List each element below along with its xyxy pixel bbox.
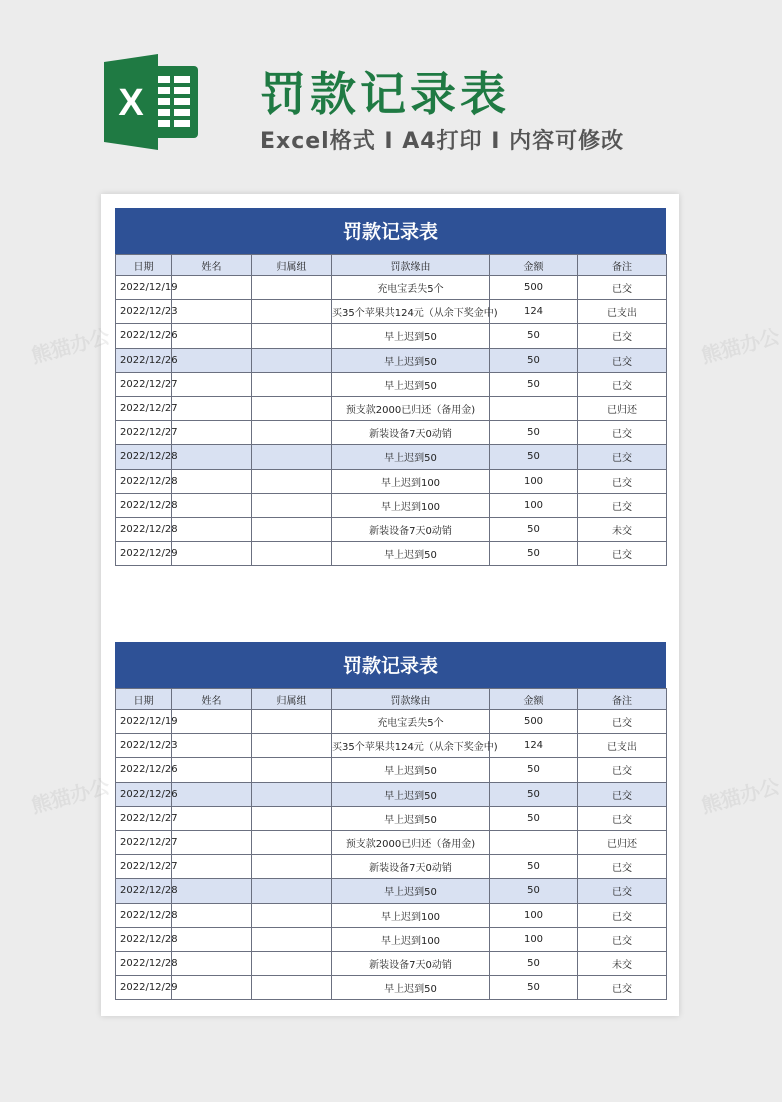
cell-reason[interactable]: 买35个苹果共124元（从余下奖金中) bbox=[332, 300, 490, 324]
cell-group[interactable] bbox=[252, 782, 332, 806]
cell-note[interactable]: 已归还 bbox=[578, 396, 667, 420]
cell-name[interactable] bbox=[172, 493, 252, 517]
column-header-group: 归属组 bbox=[252, 255, 332, 276]
cell-amount[interactable]: 124 bbox=[490, 734, 578, 758]
cell-note[interactable]: 已支出 bbox=[578, 300, 667, 324]
cell-name[interactable] bbox=[172, 372, 252, 396]
table-row bbox=[116, 782, 667, 806]
cell-name[interactable] bbox=[172, 976, 252, 1000]
cell-note[interactable]: 已交 bbox=[578, 348, 667, 372]
cell-date[interactable]: 2022/12/28 bbox=[116, 493, 172, 517]
cell-group[interactable] bbox=[252, 758, 332, 782]
cell-name[interactable] bbox=[172, 927, 252, 951]
cell-amount[interactable]: 50 bbox=[490, 372, 578, 396]
cell-amount[interactable]: 50 bbox=[490, 806, 578, 830]
cell-date[interactable]: 2022/12/28 bbox=[116, 469, 172, 493]
cell-date[interactable]: 2022/12/28 bbox=[116, 445, 172, 469]
cell-date[interactable]: 2022/12/26 bbox=[116, 782, 172, 806]
cell-name[interactable] bbox=[172, 469, 252, 493]
table-row bbox=[116, 734, 667, 758]
cell-date[interactable]: 2022/12/27 bbox=[116, 806, 172, 830]
cell-date[interactable]: 2022/12/26 bbox=[116, 348, 172, 372]
cell-name[interactable] bbox=[172, 710, 252, 734]
cell-group[interactable] bbox=[252, 421, 332, 445]
logo-letter: X bbox=[118, 82, 144, 124]
table-row bbox=[116, 951, 667, 975]
cell-reason[interactable]: 充电宝丢失5个 bbox=[332, 276, 490, 300]
table-row bbox=[116, 806, 667, 830]
cell-date[interactable]: 2022/12/19 bbox=[116, 710, 172, 734]
cell-reason[interactable]: 早上迟到50 bbox=[332, 806, 490, 830]
cell-reason[interactable]: 新装设备7天0动销 bbox=[332, 855, 490, 879]
cell-group[interactable] bbox=[252, 734, 332, 758]
cell-date[interactable]: 2022/12/23 bbox=[116, 734, 172, 758]
cell-date[interactable]: 2022/12/27 bbox=[116, 421, 172, 445]
table-row bbox=[116, 976, 667, 1000]
column-header-note: 备注 bbox=[578, 689, 667, 710]
cell-amount[interactable]: 50 bbox=[490, 976, 578, 1000]
column-header-name: 姓名 bbox=[172, 689, 252, 710]
cell-name[interactable] bbox=[172, 782, 252, 806]
cell-group[interactable] bbox=[252, 372, 332, 396]
cell-name[interactable] bbox=[172, 830, 252, 854]
cell-group[interactable] bbox=[252, 710, 332, 734]
cell-name[interactable] bbox=[172, 734, 252, 758]
cell-reason[interactable]: 早上迟到50 bbox=[332, 445, 490, 469]
cell-name[interactable] bbox=[172, 517, 252, 541]
cell-reason[interactable]: 早上迟到50 bbox=[332, 324, 490, 348]
data-table bbox=[115, 688, 667, 1000]
table-row bbox=[116, 879, 667, 903]
cell-date[interactable]: 2022/12/26 bbox=[116, 758, 172, 782]
table-row bbox=[116, 421, 667, 445]
cell-group[interactable] bbox=[252, 276, 332, 300]
cell-reason[interactable]: 早上迟到50 bbox=[332, 879, 490, 903]
cell-group[interactable] bbox=[252, 493, 332, 517]
cell-amount[interactable]: 50 bbox=[490, 951, 578, 975]
cell-reason[interactable]: 早上迟到50 bbox=[332, 372, 490, 396]
cell-date[interactable]: 2022/12/27 bbox=[116, 855, 172, 879]
column-header-name: 姓名 bbox=[172, 255, 252, 276]
watermark: 熊猫办公 bbox=[28, 774, 113, 818]
cell-name[interactable] bbox=[172, 276, 252, 300]
cell-note[interactable]: 未交 bbox=[578, 951, 667, 975]
cell-note[interactable]: 已交 bbox=[578, 493, 667, 517]
cell-note[interactable]: 已交 bbox=[578, 324, 667, 348]
cell-date[interactable]: 2022/12/23 bbox=[116, 300, 172, 324]
cell-name[interactable] bbox=[172, 879, 252, 903]
cell-group[interactable] bbox=[252, 469, 332, 493]
cell-group[interactable] bbox=[252, 830, 332, 854]
cell-reason[interactable]: 买35个苹果共124元（从余下奖金中) bbox=[332, 734, 490, 758]
cell-name[interactable] bbox=[172, 542, 252, 566]
table-title: 罚款记录表 bbox=[115, 642, 666, 688]
cell-date[interactable]: 2022/12/28 bbox=[116, 879, 172, 903]
cell-reason[interactable]: 早上迟到50 bbox=[332, 348, 490, 372]
cell-reason[interactable]: 预支款2000已归还（备用金) bbox=[332, 396, 490, 420]
cell-date[interactable]: 2022/12/28 bbox=[116, 517, 172, 541]
cell-date[interactable]: 2022/12/28 bbox=[116, 951, 172, 975]
table-title: 罚款记录表 bbox=[115, 208, 666, 254]
cell-reason[interactable]: 新装设备7天0动销 bbox=[332, 517, 490, 541]
cell-name[interactable] bbox=[172, 300, 252, 324]
cell-group[interactable] bbox=[252, 879, 332, 903]
cell-reason[interactable]: 早上迟到100 bbox=[332, 927, 490, 951]
watermark: 熊猫办公 bbox=[698, 774, 782, 818]
cell-group[interactable] bbox=[252, 951, 332, 975]
cell-name[interactable] bbox=[172, 758, 252, 782]
penalty-table-1 bbox=[115, 208, 666, 566]
cell-group[interactable] bbox=[252, 396, 332, 420]
cell-reason[interactable]: 早上迟到100 bbox=[332, 469, 490, 493]
cell-amount[interactable]: 50 bbox=[490, 782, 578, 806]
cell-reason[interactable]: 早上迟到100 bbox=[332, 493, 490, 517]
cell-reason[interactable]: 新装设备7天0动销 bbox=[332, 421, 490, 445]
cell-note[interactable]: 已支出 bbox=[578, 734, 667, 758]
table-row bbox=[116, 542, 667, 566]
cell-note[interactable]: 已交 bbox=[578, 782, 667, 806]
column-header-note: 备注 bbox=[578, 255, 667, 276]
cell-amount[interactable]: 50 bbox=[490, 445, 578, 469]
cell-name[interactable] bbox=[172, 903, 252, 927]
cell-note[interactable]: 已交 bbox=[578, 542, 667, 566]
cell-name[interactable] bbox=[172, 396, 252, 420]
cell-note[interactable]: 已交 bbox=[578, 855, 667, 879]
table-row bbox=[116, 445, 667, 469]
page-title: 罚款记录表 bbox=[260, 67, 510, 121]
table-row bbox=[116, 830, 667, 854]
cell-name[interactable] bbox=[172, 421, 252, 445]
table-row bbox=[116, 324, 667, 348]
cell-note[interactable]: 已交 bbox=[578, 421, 667, 445]
table-row bbox=[116, 710, 667, 734]
table-header-row bbox=[116, 255, 667, 276]
cell-name[interactable] bbox=[172, 951, 252, 975]
table-row bbox=[116, 855, 667, 879]
cell-note[interactable]: 已交 bbox=[578, 469, 667, 493]
cell-amount[interactable]: 50 bbox=[490, 879, 578, 903]
cell-amount[interactable]: 500 bbox=[490, 710, 578, 734]
table-row bbox=[116, 276, 667, 300]
cell-amount[interactable]: 50 bbox=[490, 855, 578, 879]
cell-note[interactable]: 已交 bbox=[578, 758, 667, 782]
column-header-reason: 罚款缘由 bbox=[332, 689, 490, 710]
table-row bbox=[116, 300, 667, 324]
cell-name[interactable] bbox=[172, 806, 252, 830]
column-header-reason: 罚款缘由 bbox=[332, 255, 490, 276]
cell-amount[interactable]: 100 bbox=[490, 903, 578, 927]
cell-group[interactable] bbox=[252, 806, 332, 830]
cell-note[interactable]: 已交 bbox=[578, 445, 667, 469]
column-header-date: 日期 bbox=[116, 255, 172, 276]
cell-amount[interactable]: 100 bbox=[490, 493, 578, 517]
cell-note[interactable]: 已归还 bbox=[578, 830, 667, 854]
cell-reason[interactable]: 早上迟到50 bbox=[332, 758, 490, 782]
cell-amount[interactable]: 124 bbox=[490, 300, 578, 324]
column-header-amount: 金额 bbox=[490, 689, 578, 710]
cell-date[interactable]: 2022/12/27 bbox=[116, 830, 172, 854]
cell-group[interactable] bbox=[252, 348, 332, 372]
cell-note[interactable]: 已交 bbox=[578, 276, 667, 300]
cell-note[interactable]: 已交 bbox=[578, 927, 667, 951]
cell-group[interactable] bbox=[252, 445, 332, 469]
cell-name[interactable] bbox=[172, 348, 252, 372]
cell-amount[interactable]: 500 bbox=[490, 276, 578, 300]
cell-date[interactable]: 2022/12/28 bbox=[116, 903, 172, 927]
cell-reason[interactable]: 新装设备7天0动销 bbox=[332, 951, 490, 975]
cell-group[interactable] bbox=[252, 300, 332, 324]
cell-date[interactable]: 2022/12/26 bbox=[116, 324, 172, 348]
cell-amount[interactable]: 50 bbox=[490, 517, 578, 541]
cell-amount[interactable]: 50 bbox=[490, 542, 578, 566]
watermark: 熊猫办公 bbox=[698, 324, 782, 368]
cell-date[interactable]: 2022/12/28 bbox=[116, 927, 172, 951]
cell-amount[interactable]: 100 bbox=[490, 927, 578, 951]
table-row bbox=[116, 396, 667, 420]
cell-amount[interactable]: 50 bbox=[490, 758, 578, 782]
table-row bbox=[116, 469, 667, 493]
table-row bbox=[116, 517, 667, 541]
column-header-amount: 金额 bbox=[490, 255, 578, 276]
cell-note[interactable]: 已交 bbox=[578, 976, 667, 1000]
cell-amount[interactable]: 50 bbox=[490, 421, 578, 445]
cell-group[interactable] bbox=[252, 855, 332, 879]
cell-date[interactable]: 2022/12/27 bbox=[116, 396, 172, 420]
watermark: 熊猫办公 bbox=[28, 324, 113, 368]
data-table bbox=[115, 254, 667, 566]
cell-date[interactable]: 2022/12/29 bbox=[116, 976, 172, 1000]
table-row bbox=[116, 903, 667, 927]
cell-name[interactable] bbox=[172, 445, 252, 469]
page-subtitle: Excel格式 I A4打印 I 内容可修改 bbox=[260, 129, 625, 154]
cell-note[interactable]: 已交 bbox=[578, 710, 667, 734]
cell-reason[interactable]: 早上迟到50 bbox=[332, 542, 490, 566]
document-sheet bbox=[101, 194, 679, 1016]
cell-date[interactable]: 2022/12/19 bbox=[116, 276, 172, 300]
penalty-table-2 bbox=[115, 642, 666, 1000]
cell-reason[interactable]: 预支款2000已归还（备用金) bbox=[332, 830, 490, 854]
cell-note[interactable]: 已交 bbox=[578, 903, 667, 927]
table-row bbox=[116, 372, 667, 396]
cell-group[interactable] bbox=[252, 903, 332, 927]
cell-reason[interactable]: 早上迟到50 bbox=[332, 782, 490, 806]
cell-group[interactable] bbox=[252, 976, 332, 1000]
cell-reason[interactable]: 早上迟到50 bbox=[332, 976, 490, 1000]
cell-name[interactable] bbox=[172, 855, 252, 879]
cell-group[interactable] bbox=[252, 324, 332, 348]
cell-note[interactable]: 已交 bbox=[578, 372, 667, 396]
cell-reason[interactable]: 早上迟到100 bbox=[332, 903, 490, 927]
cell-amount[interactable]: 50 bbox=[490, 348, 578, 372]
table-row bbox=[116, 493, 667, 517]
cell-amount[interactable] bbox=[490, 396, 578, 420]
cell-amount[interactable]: 100 bbox=[490, 469, 578, 493]
excel-logo-icon bbox=[102, 52, 202, 152]
table-row bbox=[116, 927, 667, 951]
cell-date[interactable]: 2022/12/27 bbox=[116, 372, 172, 396]
page-header bbox=[0, 0, 780, 190]
cell-note[interactable]: 未交 bbox=[578, 517, 667, 541]
table-header-row bbox=[116, 689, 667, 710]
cell-amount[interactable] bbox=[490, 830, 578, 854]
cell-reason[interactable]: 充电宝丢失5个 bbox=[332, 710, 490, 734]
table-row bbox=[116, 348, 667, 372]
cell-name[interactable] bbox=[172, 324, 252, 348]
cell-group[interactable] bbox=[252, 517, 332, 541]
cell-group[interactable] bbox=[252, 542, 332, 566]
column-header-date: 日期 bbox=[116, 689, 172, 710]
cell-group[interactable] bbox=[252, 927, 332, 951]
cell-amount[interactable]: 50 bbox=[490, 324, 578, 348]
cell-note[interactable]: 已交 bbox=[578, 806, 667, 830]
cell-note[interactable]: 已交 bbox=[578, 879, 667, 903]
table-row bbox=[116, 758, 667, 782]
column-header-group: 归属组 bbox=[252, 689, 332, 710]
cell-date[interactable]: 2022/12/29 bbox=[116, 542, 172, 566]
